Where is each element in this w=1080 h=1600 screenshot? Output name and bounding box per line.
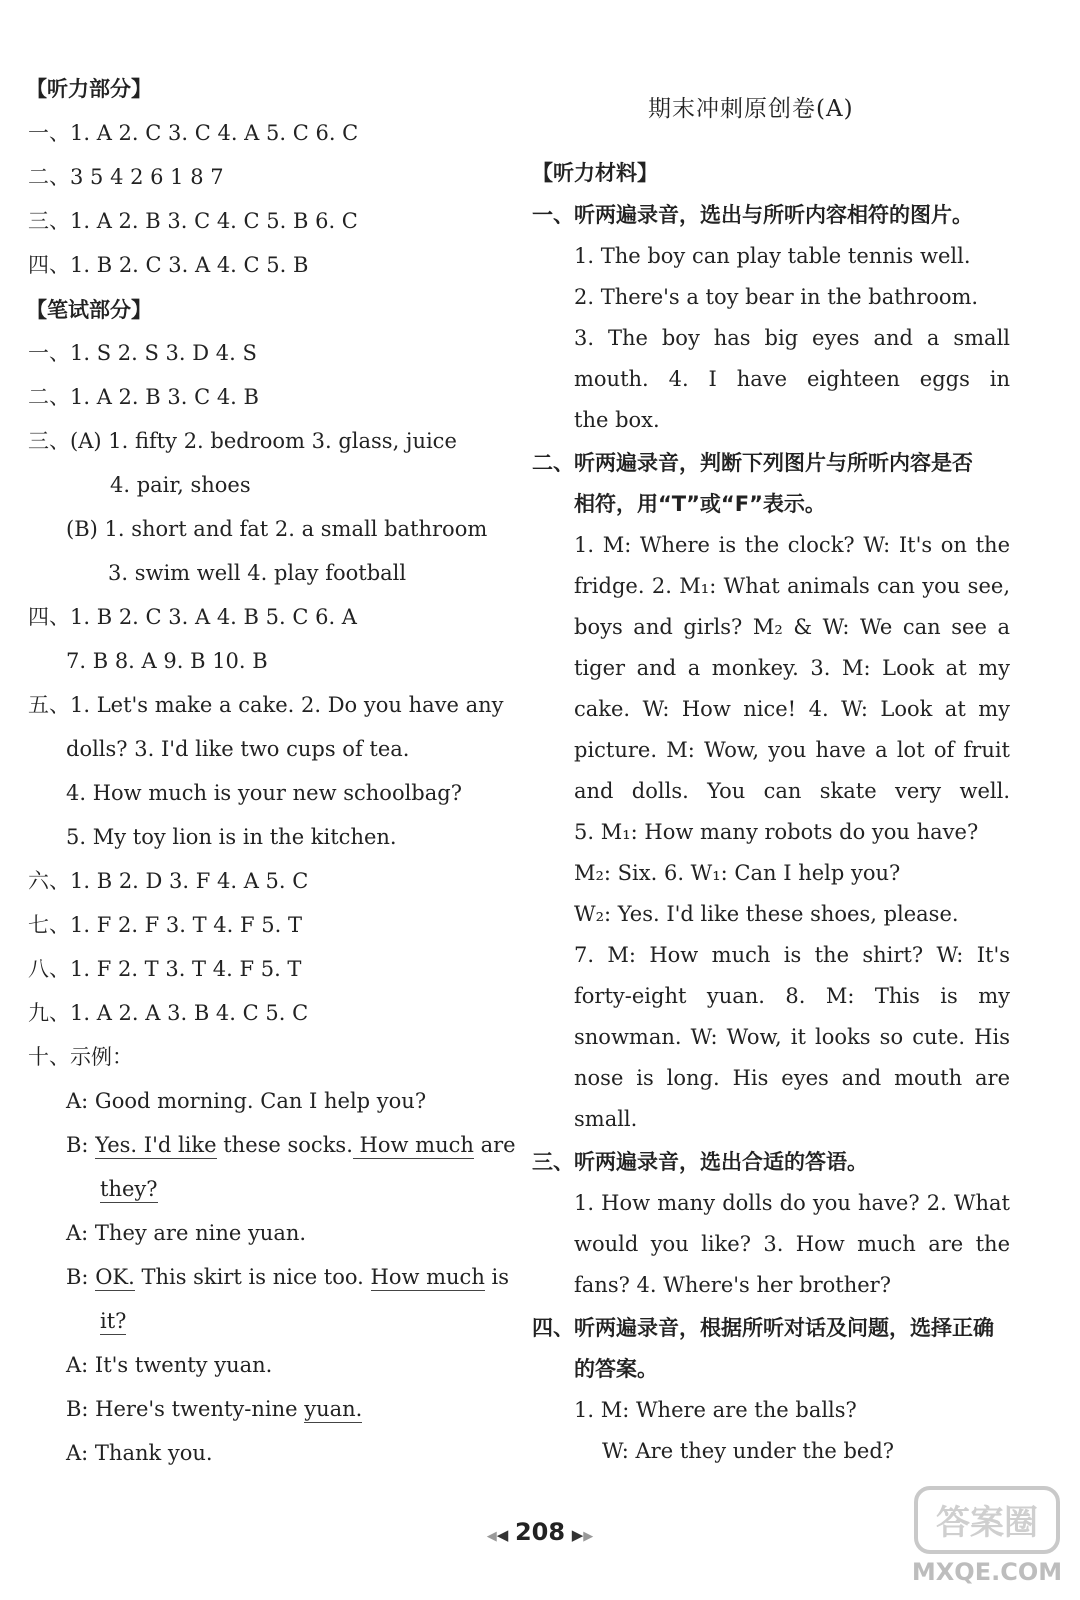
listening-header: 【听力部分】 <box>26 77 152 101</box>
section-heading: 二、听两遍录音，判断下列图片与所听内容是否 <box>532 451 973 475</box>
answer-line: dolls? 3. I'd like two cups of tea. <box>66 737 410 761</box>
watermark-logo <box>912 1482 1062 1592</box>
dialogue-line: A: They are nine yuan. <box>66 1221 307 1245</box>
script-line: M₂: Six. 6. W₁: Can I help you? <box>574 861 901 885</box>
watermark-bottom-text: MXQE.COM <box>912 1558 1062 1586</box>
answer-line: 六、1. B 2. D 3. F 4. A 5. C <box>28 869 309 893</box>
script-line: picture. M: Wow, you have a lot of fruit <box>574 738 1010 762</box>
answer-line: 4. How much is your new schoolbag? <box>66 781 462 805</box>
section-heading: 四、听两遍录音，根据所听对话及问题，选择正确 <box>532 1316 994 1340</box>
answer-line: 十、示例： <box>28 1045 133 1069</box>
underlined-answer: they? <box>100 1177 158 1201</box>
script-line: 7. M: How much is the shirt? W: It's <box>574 943 1010 967</box>
answer-line: 二、3 5 4 2 6 1 8 7 <box>28 165 224 189</box>
dialogue-text: B: Here's twenty-nine <box>66 1397 305 1421</box>
answer-line: 3. swim well 4. play football <box>108 561 407 585</box>
script-line: cake. W: How nice! 4. W: Look at my <box>574 697 1010 721</box>
script-line: forty-eight yuan. 8. M: This is my <box>574 984 1010 1008</box>
underlined-answer: yuan. <box>304 1397 363 1421</box>
right-arrow-icon: ▶ <box>571 1526 584 1544</box>
dialogue-line: A: It's twenty yuan. <box>66 1353 273 1377</box>
script-line: 2. There's a toy bear in the bathroom. <box>574 285 979 309</box>
dialogue-text: these socks. <box>216 1133 353 1157</box>
dialogue-line <box>100 1174 158 1204</box>
dialogue-line <box>66 1262 509 1292</box>
dialogue-line <box>66 1394 362 1424</box>
dialogue-line: A: Thank you. <box>66 1441 213 1465</box>
section-heading: 的答案。 <box>574 1357 658 1381</box>
script-line: snowman. W: Wow, it looks so cute. His <box>574 1025 1010 1049</box>
script-line: tiger and a monkey. 3. M: Look at my <box>574 656 1010 680</box>
material-header: 【听力材料】 <box>532 161 658 185</box>
script-line: W₂: Yes. I'd like these shoes, please. <box>574 902 959 926</box>
answer-line: 一、1. A 2. C 3. C 4. A 5. C 6. C <box>28 121 359 145</box>
answer-line: (B) 1. short and fat 2. a small bathroom <box>66 517 488 541</box>
left-arrow-icon: ◀ <box>496 1526 509 1544</box>
watermark-top-text: 答案圈 <box>936 1503 1038 1543</box>
answer-line: 四、1. B 2. C 3. A 4. C 5. B <box>28 253 309 277</box>
answer-line: 四、1. B 2. C 3. A 4. B 5. C 6. A <box>28 605 357 629</box>
answer-line: 八、1. F 2. T 3. T 4. F 5. T <box>28 957 302 981</box>
page-number: 208 <box>514 1518 566 1546</box>
answer-line: 五、1. Let's make a cake. 2. Do you have any <box>28 693 504 717</box>
speaker: B: <box>66 1133 96 1157</box>
double-right-arrow-icon: ▶ <box>583 1529 594 1544</box>
double-left-arrow-icon: ◀ <box>486 1529 497 1544</box>
dialogue-text: are <box>473 1133 516 1157</box>
underlined-answer: How much <box>352 1133 474 1157</box>
section-heading: 一、听两遍录音，选出与所听内容相符的图片。 <box>532 203 973 227</box>
answer-line: 七、1. F 2. F 3. T 4. F 5. T <box>28 913 302 937</box>
dialogue-text: This skirt is nice too. <box>134 1265 371 1289</box>
answer-line: 三、1. A 2. B 3. C 4. C 5. B 6. C <box>28 209 358 233</box>
dialogue-line: A: Good morning. Can I help you? <box>66 1089 427 1113</box>
script-line: 1. The boy can play table tennis well. <box>574 244 971 268</box>
script-line: 5. M₁: How many robots do you have? <box>574 820 979 844</box>
dialogue-text: is <box>484 1265 510 1289</box>
answer-line: 7. B 8. A 9. B 10. B <box>66 649 268 673</box>
underlined-answer: OK. <box>95 1265 135 1289</box>
dialogue-line <box>100 1306 126 1336</box>
script-line: 1. How many dolls do you have? 2. What <box>574 1191 1010 1215</box>
written-header: 【笔试部分】 <box>26 298 152 322</box>
answer-line: 九、1. A 2. A 3. B 4. C 5. C <box>28 1001 309 1025</box>
page-title: 期末冲刺原创卷(A) <box>648 96 854 122</box>
script-line: small. <box>574 1107 638 1131</box>
script-line: fridge. 2. M₁: What animals can you see, <box>574 574 1010 598</box>
script-line: nose is long. His eyes and mouth are <box>574 1066 1010 1090</box>
answer-line: 一、1. S 2. S 3. D 4. S <box>28 341 257 365</box>
dialogue-line <box>66 1130 516 1160</box>
script-line: boys and girls? M₂ & W: We can see a <box>574 615 1010 639</box>
speaker: B: <box>66 1265 96 1289</box>
underlined-answer: How much <box>370 1265 485 1289</box>
underlined-answer: Yes. I'd like <box>95 1133 217 1157</box>
answer-line: 4. pair, shoes <box>110 473 251 497</box>
script-line: and dolls. You can skate very well. <box>574 779 1010 803</box>
section-heading: 相符，用“T”或“F”表示。 <box>574 492 826 516</box>
script-line: would you like? 3. How much are the <box>574 1232 1010 1256</box>
script-line: 1. M: Where are the balls? <box>574 1398 857 1422</box>
script-line: fans? 4. Where's her brother? <box>574 1273 891 1297</box>
script-line: W: Are they under the bed? <box>602 1439 895 1463</box>
script-line: 1. M: Where is the clock? W: It's on the <box>574 533 1010 557</box>
answer-line: 二、1. A 2. B 3. C 4. B <box>28 385 259 409</box>
answer-line: 三、(A) 1. fifty 2. bedroom 3. glass, juice <box>28 429 457 453</box>
script-line: the box. <box>574 408 660 432</box>
script-line: 3. The boy has big eyes and a small <box>574 326 1010 350</box>
script-line: mouth. 4. I have eighteen eggs in <box>574 367 1010 391</box>
section-heading: 三、听两遍录音，选出合适的答语。 <box>532 1150 868 1174</box>
underlined-answer: it? <box>100 1309 127 1333</box>
answer-line: 5. My toy lion is in the kitchen. <box>66 825 397 849</box>
